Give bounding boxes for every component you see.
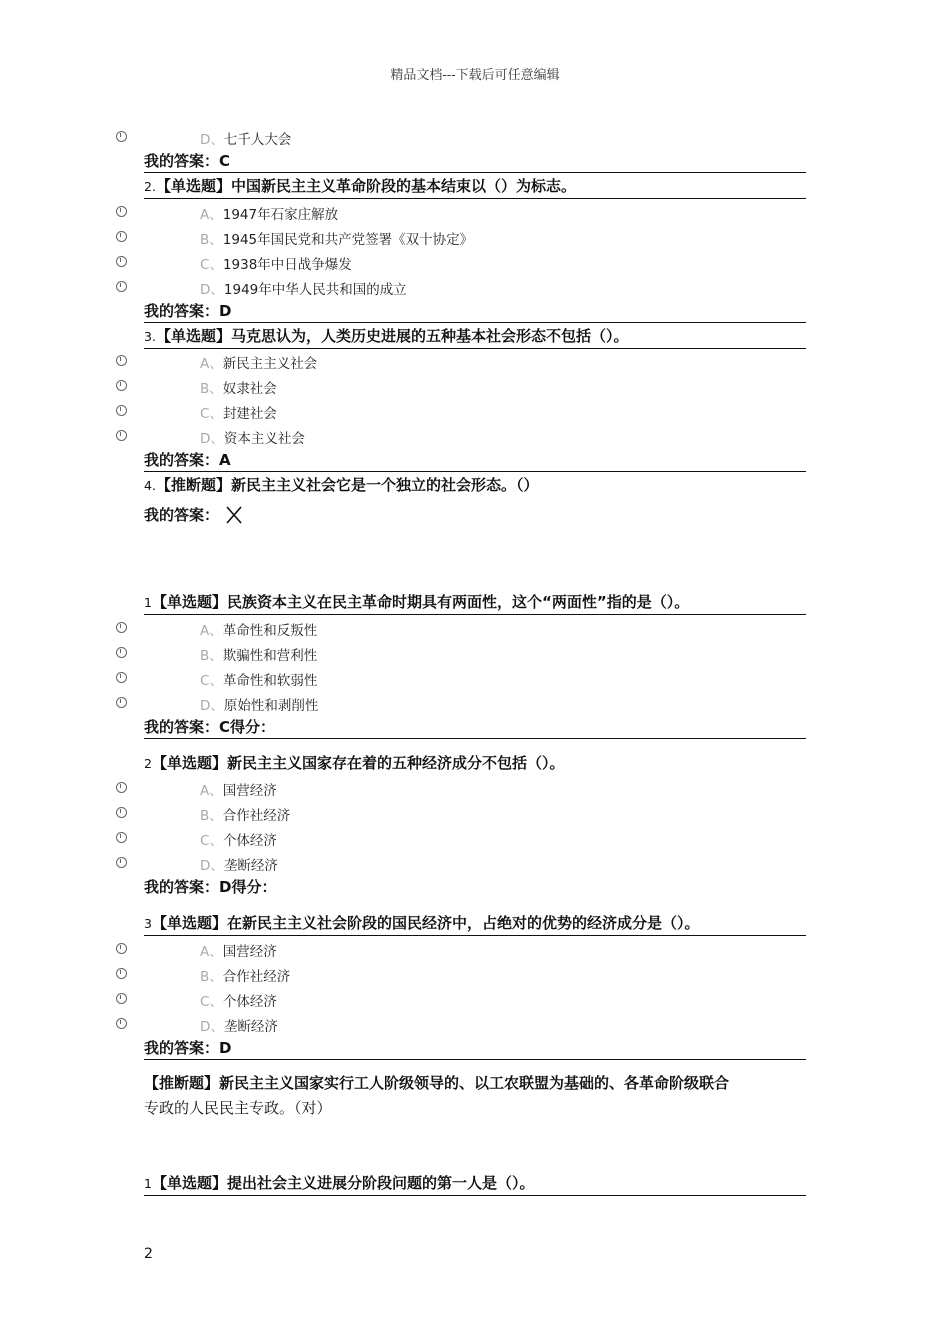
question-title — [144, 753, 806, 775]
option-text: 新民主主义社会 — [222, 356, 318, 372]
option-b[interactable]: B、1945年国民党和共产党签署《双十协定》 — [200, 232, 474, 248]
question-number: 3 — [144, 916, 152, 931]
question-title — [144, 176, 806, 199]
question-title — [144, 913, 806, 936]
option-text: 个体经济 — [222, 994, 277, 1010]
question-stem: 新民主主义国家存在着的五种经济成分不包括（）。 — [226, 754, 565, 772]
option-text: 1949年中华人民共和国的成立 — [223, 282, 407, 298]
option-letter: B — [200, 381, 210, 397]
question-number: 2 — [144, 756, 152, 771]
question-type: 【单选题】 — [155, 177, 231, 195]
option-text: 奴隶社会 — [222, 381, 277, 397]
option-a[interactable]: A、国营经济 — [200, 783, 277, 799]
radio-button-icon[interactable] — [116, 807, 127, 818]
judge-question — [144, 1071, 806, 1121]
option-a[interactable]: A、国营经济 — [200, 944, 277, 960]
question-stem: 中国新民主主义革命阶段的基本结束以（）为标志。 — [230, 177, 576, 195]
option-a[interactable]: A、1947年石家庄解放 — [200, 207, 339, 223]
radio-button-icon[interactable] — [116, 943, 127, 954]
my-answer: 我的答案：C得分： — [144, 717, 806, 739]
question-number: 4. — [144, 478, 156, 493]
radio-button-icon[interactable] — [116, 405, 127, 416]
question-title — [144, 326, 806, 349]
question-type: 【单选题】 — [155, 327, 231, 345]
option-text: 资本主义社会 — [223, 431, 305, 447]
option-text: 1945年国民党和共产党签署《双十协定》 — [222, 232, 474, 248]
question-number: 3. — [144, 329, 156, 344]
option-d[interactable]: D、原始性和剥削性 — [200, 698, 319, 714]
page-number: 2 — [144, 1246, 153, 1262]
option-b[interactable]: B、奴隶社会 — [200, 381, 277, 397]
x-mark-icon — [225, 506, 243, 524]
option-letter: C — [200, 833, 210, 849]
question-number: 2. — [144, 179, 156, 194]
option-text: 1947年石家庄解放 — [222, 207, 339, 223]
option-d[interactable]: D、1949年中华人民共和国的成立 — [200, 282, 407, 298]
option-letter: A — [200, 207, 210, 223]
my-answer: 我的答案：D — [144, 301, 806, 323]
option-c[interactable]: C、封建社会 — [200, 406, 277, 422]
option-letter: A — [200, 783, 210, 799]
question-type: 【单选题】 — [151, 914, 227, 932]
option-c[interactable]: C、个体经济 — [200, 833, 277, 849]
radio-button-icon[interactable] — [116, 256, 127, 267]
question-title — [144, 592, 806, 615]
option-text: 合作社经济 — [222, 808, 291, 824]
option-b[interactable]: B、合作社经济 — [200, 808, 291, 824]
option-letter: A — [200, 944, 210, 960]
radio-button-icon[interactable] — [116, 281, 127, 292]
judge-line-1: 【推断题】新民主主义国家实行工人阶级领导的、以工农联盟为基础的、各革命阶级联合 — [144, 1074, 730, 1092]
page-header: 精品文档---下载后可任意编辑 — [390, 68, 560, 83]
radio-button-icon[interactable] — [116, 968, 127, 979]
question-type: 【单选题】 — [151, 754, 227, 772]
question-type: 【单选题】 — [151, 1174, 227, 1192]
option-text: 七千人大会 — [223, 132, 292, 148]
option-d[interactable]: D、垄断经济 — [200, 858, 278, 874]
question-stem: 提出社会主义进展分阶段问题的第一人是（）。 — [226, 1174, 535, 1192]
option-text: 原始性和剥削性 — [223, 698, 319, 714]
option-text: 个体经济 — [222, 833, 277, 849]
question-number: 1 — [144, 1176, 152, 1191]
question-type: 【推断题】 — [155, 476, 231, 494]
radio-button-icon[interactable] — [116, 1018, 127, 1029]
option-text: 欺骗性和营利性 — [222, 648, 318, 664]
radio-button-icon[interactable] — [116, 993, 127, 1004]
option-letter: B — [200, 648, 210, 664]
radio-button-icon[interactable] — [116, 622, 127, 633]
radio-button-icon[interactable] — [116, 832, 127, 843]
radio-button-icon[interactable] — [116, 206, 127, 217]
option-letter: A — [200, 623, 210, 639]
option-c[interactable]: C、革命性和软弱性 — [200, 673, 318, 689]
question-stem: 在新民主主义社会阶段的国民经济中，占绝对的优势的经济成分是（）。 — [226, 914, 700, 932]
radio-button-icon[interactable] — [116, 380, 127, 391]
option-c[interactable]: C、1938年中日战争爆发 — [200, 257, 352, 273]
option-letter: B — [200, 808, 210, 824]
my-answer-row — [144, 502, 806, 523]
option-a[interactable]: A、新民主主义社会 — [200, 356, 318, 372]
radio-button-icon[interactable] — [116, 672, 127, 683]
option-text: 国营经济 — [222, 783, 277, 799]
radio-button-icon[interactable] — [116, 355, 127, 366]
my-answer: 我的答案：A — [144, 450, 806, 472]
question-title — [144, 1173, 806, 1196]
question-number: 1 — [144, 595, 152, 610]
option-text: 合作社经济 — [222, 969, 291, 985]
option-text: 垄断经济 — [223, 858, 278, 874]
radio-button-icon[interactable] — [116, 782, 127, 793]
option-c[interactable]: C、个体经济 — [200, 994, 277, 1010]
option-b[interactable]: B、欺骗性和营利性 — [200, 648, 318, 664]
option-letter: B — [200, 969, 210, 985]
radio-button-icon[interactable] — [116, 857, 127, 868]
option-letter: D — [200, 698, 211, 714]
my-answer: 我的答案：D得分： — [144, 878, 277, 896]
radio-button-icon[interactable] — [116, 231, 127, 242]
option-letter: C — [200, 257, 210, 273]
my-answer: 我的答案： — [144, 506, 220, 524]
option-d[interactable]: D、垄断经济 — [200, 1019, 278, 1035]
option-text: 1938年中日战争爆发 — [222, 257, 352, 273]
option-letter: D — [200, 1019, 211, 1035]
option-letter: D — [200, 858, 211, 874]
option-letter: D — [200, 282, 211, 298]
question-stem: 民族资本主义在民主革命时期具有两面性，这个“两面性”指的是（）。 — [226, 593, 690, 611]
my-answer: 我的答案：D — [144, 1038, 806, 1060]
option-d[interactable]: D、七千人大会 — [200, 132, 292, 148]
radio-button-icon[interactable] — [116, 647, 127, 658]
option-letter: C — [200, 994, 210, 1010]
radio-button-icon[interactable] — [116, 131, 127, 142]
judge-line-2: 专政的人民民主专政。（对） — [144, 1099, 332, 1117]
radio-button-icon[interactable] — [116, 430, 127, 441]
option-text: 革命性和软弱性 — [222, 673, 318, 689]
question-stem: 新民主主义社会它是一个独立的社会形态。（） — [230, 476, 539, 494]
option-text: 国营经济 — [222, 944, 277, 960]
option-letter: A — [200, 356, 210, 372]
option-letter: D — [200, 132, 211, 148]
option-letter: D — [200, 431, 211, 447]
option-letter: C — [200, 673, 210, 689]
question-title — [144, 475, 806, 497]
option-a[interactable]: A、革命性和反叛性 — [200, 623, 318, 639]
option-text: 革命性和反叛性 — [222, 623, 318, 639]
question-type: 【单选题】 — [151, 593, 227, 611]
option-b[interactable]: B、合作社经济 — [200, 969, 291, 985]
option-letter: C — [200, 406, 210, 422]
my-answer: 我的答案：C — [144, 151, 806, 173]
question-stem: 马克思认为，人类历史进展的五种基本社会形态不包括（）。 — [230, 327, 629, 345]
option-text: 封建社会 — [222, 406, 277, 422]
option-letter: B — [200, 232, 210, 248]
radio-button-icon[interactable] — [116, 697, 127, 708]
option-d[interactable]: D、资本主义社会 — [200, 431, 305, 447]
option-text: 垄断经济 — [223, 1019, 278, 1035]
